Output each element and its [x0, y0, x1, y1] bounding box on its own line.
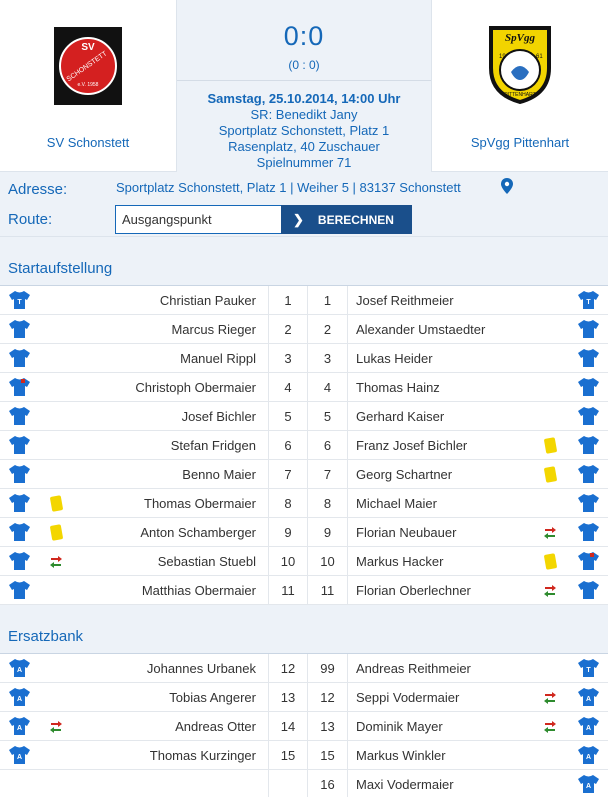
referee: SR: Benedikt Jany	[250, 107, 358, 122]
home-player-name[interactable]: Anton Schamberger	[140, 525, 256, 540]
home-player-name[interactable]: Sebastian Stuebl	[157, 554, 256, 569]
shirt-icon	[578, 493, 599, 513]
svg-text:SCHONSTETT: SCHONSTETT	[65, 50, 109, 84]
match-date: Samstag, 25.10.2014, 14:00 Uhr	[207, 91, 401, 106]
goalkeeper-shirt-icon	[9, 290, 30, 310]
table-row	[0, 344, 608, 373]
home-team-name[interactable]: SV Schonstett	[46, 135, 130, 150]
home-player-name[interactable]: Johannes Urbanek	[146, 661, 256, 676]
table-row	[0, 712, 608, 741]
shirt-icon	[9, 522, 30, 542]
shirt-icon	[578, 348, 599, 368]
halftime-score: (0 : 0)	[288, 58, 320, 72]
away-player-name[interactable]: Florian Oberlechner	[356, 583, 471, 598]
substitute-shirt-icon	[578, 774, 599, 794]
match-center-panel	[176, 0, 432, 172]
svg-text:61: 61	[536, 54, 543, 60]
away-player-number: 10	[308, 547, 348, 576]
home-team[interactable]	[0, 0, 176, 172]
svg-text:PITTENHART: PITTENHART	[504, 92, 536, 98]
svg-text:A: A	[585, 696, 592, 703]
shirt-icon	[578, 522, 599, 542]
home-player-number: 8	[268, 489, 308, 518]
yellow-card-icon	[544, 437, 557, 454]
away-player-name[interactable]: Florian Neubauer	[356, 525, 457, 540]
shirt-icon	[578, 435, 599, 455]
home-player-name[interactable]: Stefan Fridgen	[170, 438, 256, 453]
home-player-number: 10	[268, 547, 308, 576]
substitution-icon	[542, 525, 558, 541]
section-bench	[0, 605, 608, 654]
match-score: 0:0	[283, 21, 325, 51]
substitute-shirt-icon	[578, 687, 599, 707]
substitute-shirt-icon	[9, 687, 30, 707]
shirt-icon	[9, 580, 30, 600]
divider	[177, 80, 431, 81]
shirt-icon	[9, 406, 30, 426]
substitution-icon	[48, 719, 64, 735]
away-player-number: 3	[308, 344, 348, 373]
calculate-route-button[interactable]	[281, 205, 412, 234]
away-player-name[interactable]: Franz Josef Bichler	[356, 438, 468, 453]
svg-text:19: 19	[499, 54, 506, 60]
spvgg-pittenhart-logo	[487, 24, 553, 104]
home-player-name[interactable]: Thomas Obermaier	[144, 496, 256, 511]
away-player-name[interactable]: Lukas Heider	[356, 351, 433, 366]
svg-text:T: T	[17, 299, 22, 306]
game-number: Spielnummer 71	[256, 155, 352, 170]
calculate-route-label: BERECHNEN	[317, 212, 394, 227]
section-starting-lineup	[0, 237, 608, 286]
table-row	[0, 576, 608, 605]
shirt-icon	[9, 348, 30, 368]
table-row	[0, 373, 608, 402]
svg-text:A: A	[16, 667, 23, 674]
shirt-icon	[578, 406, 599, 426]
svg-text:A: A	[585, 783, 592, 790]
away-player-name[interactable]: Seppi Vodermaier	[356, 690, 460, 705]
away-player-name[interactable]: Dominik Mayer	[356, 719, 443, 734]
away-player-name[interactable]: Gerhard Kaiser	[356, 409, 445, 424]
table-row	[0, 402, 608, 431]
away-player-number: 1	[308, 286, 348, 315]
away-player-number: 6	[308, 431, 348, 460]
away-player-number: 13	[308, 712, 348, 741]
home-player-number: 11	[268, 576, 308, 605]
captain-shirt-icon	[578, 551, 599, 571]
shirt-icon	[578, 464, 599, 484]
away-player-number: 99	[308, 654, 348, 683]
table-row	[0, 286, 608, 315]
svg-text:A: A	[585, 725, 592, 732]
away-player-number: 8	[308, 489, 348, 518]
svg-text:T: T	[586, 299, 591, 306]
home-player-number: 15	[268, 741, 308, 770]
substitution-icon	[542, 719, 558, 735]
shirt-icon	[9, 464, 30, 484]
venue: Sportplatz Schonstett, Platz 1	[218, 123, 390, 138]
home-player-name[interactable]: Andreas Otter	[175, 719, 256, 734]
table-row	[0, 315, 608, 344]
svg-text:T: T	[586, 667, 591, 674]
substitute-shirt-icon	[9, 745, 30, 765]
away-player-number: 12	[308, 683, 348, 712]
table-row	[0, 431, 608, 460]
section-title: Ersatzbank	[8, 628, 84, 645]
yellow-card-icon	[50, 524, 63, 541]
match-header	[0, 0, 608, 172]
shirt-icon	[578, 319, 599, 339]
table-row	[0, 770, 608, 797]
away-player-number: 5	[308, 402, 348, 431]
home-player-number: 9	[268, 518, 308, 547]
away-player-name[interactable]: Maxi Vodermaier	[356, 777, 454, 792]
away-player-name[interactable]: Markus Winkler	[356, 748, 446, 763]
substitution-icon	[542, 583, 558, 599]
away-player-name[interactable]: Michael Maier	[356, 496, 437, 511]
substitution-icon	[48, 554, 64, 570]
away-player-number: 16	[308, 770, 348, 797]
yellow-card-icon	[544, 466, 557, 483]
home-player-number: 4	[268, 373, 308, 402]
yellow-card-icon	[544, 553, 557, 570]
address-text[interactable]: Sportplatz Schonstett, Platz 1 | Weiher 5 | 83137 Schonstett	[116, 180, 461, 195]
home-player-number: 5	[268, 402, 308, 431]
match-info	[177, 91, 431, 171]
shirt-icon	[578, 580, 599, 600]
sv-schonstett-logo	[53, 26, 123, 106]
shirt-icon	[9, 493, 30, 513]
home-player-name[interactable]: Christian Pauker	[159, 293, 256, 308]
home-player-number: 2	[268, 315, 308, 344]
away-player-name[interactable]: Josef Reithmeier	[356, 293, 454, 308]
substitute-shirt-icon	[578, 745, 599, 765]
svg-text:SV: SV	[81, 42, 95, 53]
home-player-number	[268, 770, 308, 797]
table-row	[0, 547, 608, 576]
home-player-number: 3	[268, 344, 308, 373]
bench-list	[0, 654, 608, 797]
section-title: Startaufstellung	[8, 260, 113, 277]
home-player-number: 13	[268, 683, 308, 712]
home-player-name[interactable]: Manuel Rippl	[180, 351, 256, 366]
shirt-icon	[9, 319, 30, 339]
address-label: Adresse:	[8, 181, 68, 198]
goalkeeper-shirt-icon	[578, 290, 599, 310]
table-row	[0, 741, 608, 770]
home-player-number: 12	[268, 654, 308, 683]
away-player-name[interactable]: Georg Schartner	[356, 467, 453, 482]
away-player-name[interactable]: Markus Hacker	[356, 554, 444, 569]
home-player-number: 6	[268, 431, 308, 460]
substitution-icon	[542, 690, 558, 706]
home-player-name[interactable]: Thomas Kurzinger	[149, 748, 256, 763]
table-row	[0, 518, 608, 547]
away-player-number: 7	[308, 460, 348, 489]
goalkeeper-shirt-icon	[578, 658, 599, 678]
table-row	[0, 654, 608, 683]
away-player-number: 2	[308, 315, 348, 344]
shirt-icon	[9, 435, 30, 455]
shirt-icon	[9, 551, 30, 571]
table-row	[0, 460, 608, 489]
home-player-number: 1	[268, 286, 308, 315]
captain-shirt-icon	[9, 377, 30, 397]
away-player-name[interactable]: Thomas Hainz	[356, 380, 440, 395]
table-row	[0, 489, 608, 518]
svg-text:A: A	[16, 754, 23, 761]
away-player-number: 11	[308, 576, 348, 605]
chevron-right-icon: ❯	[293, 211, 304, 227]
away-player-number: 4	[308, 373, 348, 402]
home-player-number: 14	[268, 712, 308, 741]
substitute-shirt-icon	[578, 716, 599, 736]
home-player-name[interactable]: Benno Maier	[182, 467, 256, 482]
address-bar	[0, 172, 608, 237]
pitch-info: Rasenplatz, 40 Zuschauer	[228, 139, 380, 154]
svg-text:A: A	[16, 725, 23, 732]
substitute-shirt-icon	[9, 658, 30, 678]
home-player-name[interactable]: Tobias Angerer	[169, 690, 256, 705]
route-label: Route:	[8, 211, 53, 228]
svg-text:e.V. 1958: e.V. 1958	[77, 82, 99, 88]
away-player-number: 9	[308, 518, 348, 547]
home-player-number: 7	[268, 460, 308, 489]
svg-text:SpVgg: SpVgg	[505, 32, 535, 44]
away-team-name[interactable]: SpVgg Pittenhart	[470, 135, 570, 150]
yellow-card-icon	[50, 495, 63, 512]
away-player-name[interactable]: Alexander Umstaedter	[356, 322, 486, 337]
shirt-icon	[578, 377, 599, 397]
home-player-name[interactable]: Christoph Obermaier	[135, 380, 256, 395]
home-player-name[interactable]: Marcus Rieger	[171, 322, 256, 337]
away-player-name[interactable]: Andreas Reithmeier	[356, 661, 471, 676]
table-row	[0, 683, 608, 712]
svg-text:A: A	[16, 696, 23, 703]
starting-lineup-list	[0, 286, 608, 605]
svg-text:A: A	[585, 754, 592, 761]
route-start-input[interactable]	[115, 205, 282, 234]
map-pin-icon[interactable]	[500, 178, 514, 194]
away-player-number: 15	[308, 741, 348, 770]
home-player-name[interactable]: Josef Bichler	[181, 409, 256, 424]
home-player-name[interactable]: Matthias Obermaier	[141, 583, 256, 598]
substitute-shirt-icon	[9, 716, 30, 736]
away-team[interactable]	[432, 0, 608, 172]
